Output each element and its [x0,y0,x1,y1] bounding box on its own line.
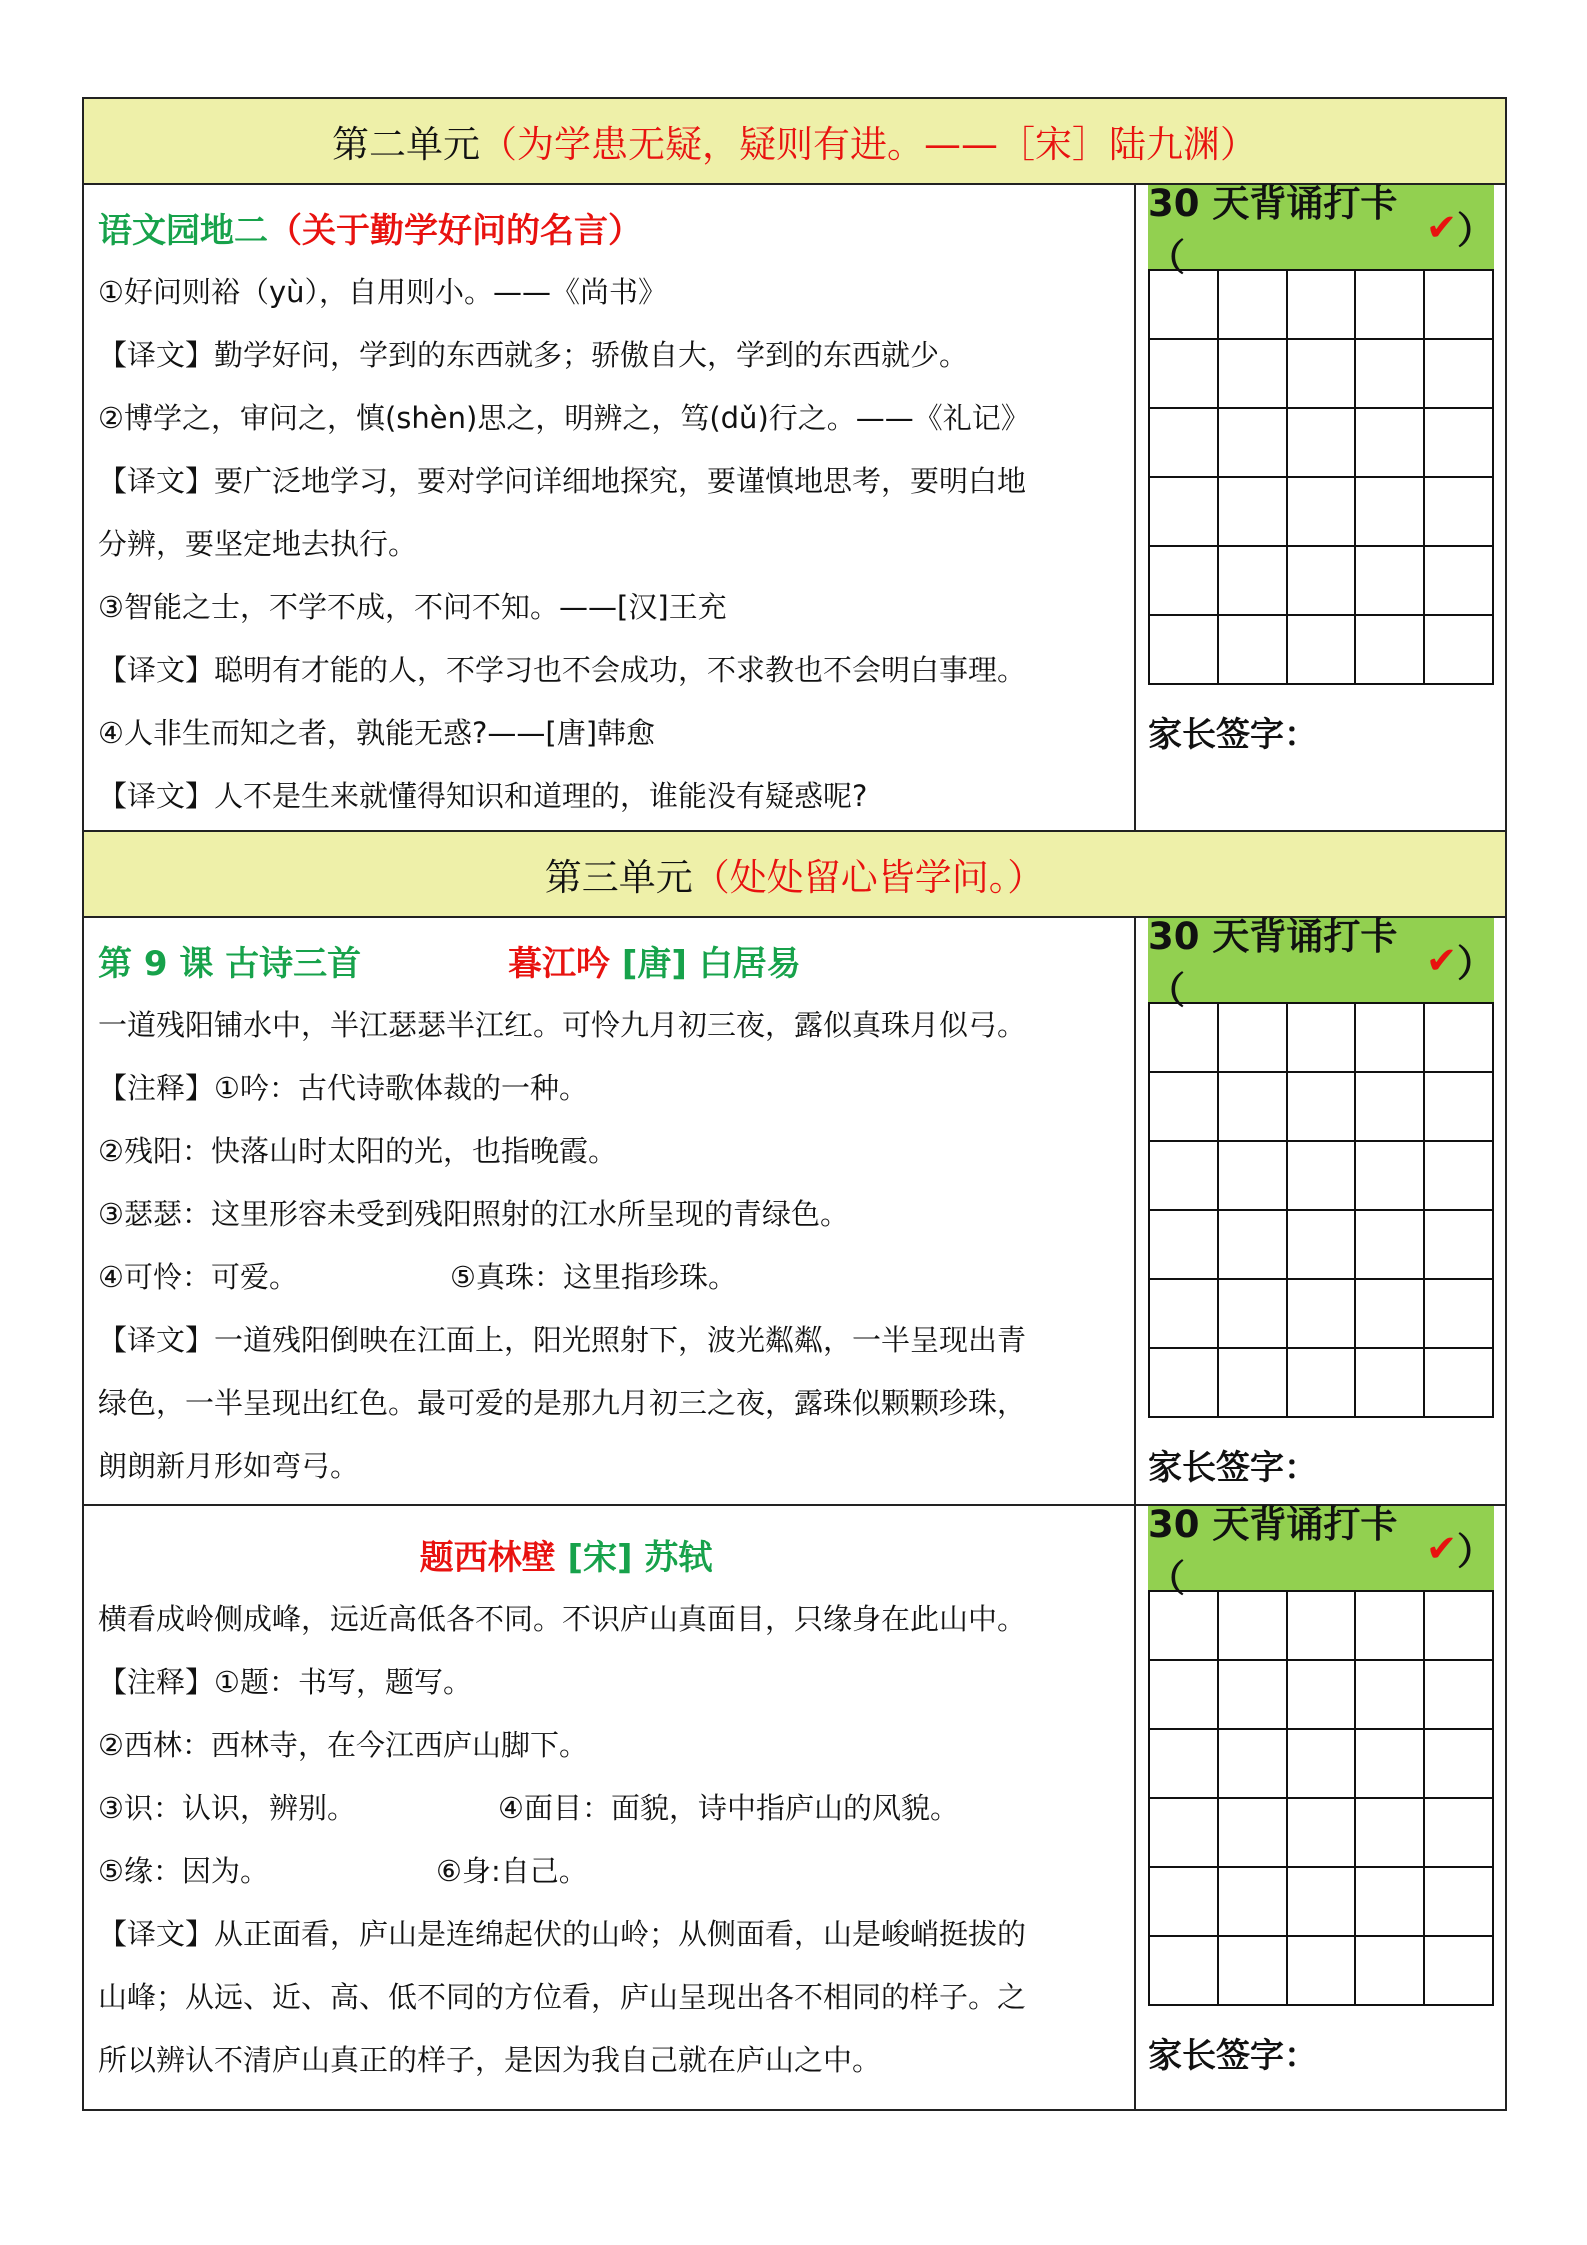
translation-line: 绿色，一半呈现出红色。最可爱的是那九月初三之夜，露珠似颗颗珍珠， [98,1386,1027,1420]
checkin-header [1148,1503,1494,1600]
note-line [98,1777,1134,1840]
note-line: ②西林：西林寺，在今江西庐山脚下。 [98,1728,588,1762]
checkin-cell[interactable] [1218,1936,1287,2005]
note-line [98,1246,1134,1309]
section-tixilinbi [84,1503,1505,2109]
translation-line: 朗朗新月形如弯弓。 [98,1449,360,1483]
checkin-close: ） [1457,942,1494,985]
section-content [84,918,1136,1504]
checkin-cell[interactable] [1424,339,1493,408]
checkin-cell[interactable] [1149,1798,1218,1867]
checkin-cell[interactable] [1149,1867,1218,1936]
checkin-cell[interactable] [1424,1867,1493,1936]
quote-line: ②博学之，审问之，慎(shèn)思之，明辨之，笃(dǔ)行之。——《礼记》 [98,401,1030,435]
checkin-cell[interactable] [1149,546,1218,615]
checkin-cell[interactable] [1218,1072,1287,1141]
translation-line: 【译文】聪明有才能的人，不学习也不会成功，不求教也不会明白事理。 [98,653,1027,687]
checkin-cell[interactable] [1218,339,1287,408]
note-line: ③瑟瑟：这里形容未受到残阳照射的江水所呈现的青绿色。 [98,1197,849,1231]
checkin-cell[interactable] [1287,1867,1356,1936]
poem-author: [宋] 苏轼 [567,1538,713,1578]
note-line: 【注释】①题：书写，题写。 [98,1665,472,1699]
checkin-cell[interactable] [1218,477,1287,546]
note-line: ②残阳：快落山时太阳的光，也指晚霞。 [98,1134,617,1168]
translation-line: 【译文】人不是生来就懂得知识和道理的，谁能没有疑惑呢? [98,779,868,813]
checkin-cell[interactable] [1218,408,1287,477]
translation-line: 山峰；从远、近、高、低不同的方位看，庐山呈现出各不相同的样子。之 [98,1980,1027,2014]
unit-2-label: 第二单元 [332,123,480,166]
checkin-cell[interactable] [1355,1798,1424,1867]
checkin-cell[interactable] [1355,339,1424,408]
translation-line: 【译文】一道残阳倒映在江面上，阳光照射下，波光粼粼，一半呈现出青 [98,1323,1027,1357]
note-item: ⑤真珠：这里指珍珠。 [450,1260,737,1294]
checkin-cell[interactable] [1149,1660,1218,1729]
checkin-cell[interactable] [1149,408,1218,477]
checkin-title: 30 天背诵打卡（ [1148,915,1398,1012]
checkin-cell[interactable] [1218,546,1287,615]
note-item: ④可怜：可爱。 [98,1260,298,1294]
poem-text: 横看成岭侧成峰，远近高低各不同。不识庐山真面目，只缘身在此山中。 [98,1602,1027,1636]
checkin-grid [1148,1590,1494,2006]
section-title [98,934,1134,994]
checkin-cell[interactable] [1149,1072,1218,1141]
checkin-cell[interactable] [1424,615,1493,684]
checkin-grid [1148,1002,1494,1418]
checkin-cell[interactable] [1287,1141,1356,1210]
checkin-cell[interactable] [1287,1729,1356,1798]
checkin-cell[interactable] [1424,1210,1493,1279]
checkin-cell[interactable] [1424,1591,1493,1660]
checkin-cell[interactable] [1355,1279,1424,1348]
checkin-cell[interactable] [1149,1279,1218,1348]
checkin-cell[interactable] [1424,1660,1493,1729]
checkin-cell[interactable] [1424,408,1493,477]
checkin-cell[interactable] [1355,546,1424,615]
checkin-cell[interactable] [1424,1141,1493,1210]
checkin-cell[interactable] [1424,270,1493,339]
parent-signature-label: 家长签字： [1148,715,1318,755]
note-item: ⑥身:自己。 [436,1854,588,1888]
poem-text: 一道残阳铺水中，半江瑟瑟半江红。可怜九月初三夜，露似真珠月似弓。 [98,1008,1027,1042]
checkin-cell[interactable] [1218,1348,1287,1417]
unit-2-quote: （为学患无疑，疑则有进。——［宋］陆九渊） [480,123,1257,166]
checkin-cell[interactable] [1287,1660,1356,1729]
section-content [84,1506,1136,2109]
checkin-cell[interactable] [1149,1936,1218,2005]
check-mark-icon: ✔ [1425,205,1457,249]
checkin-cell[interactable] [1287,1936,1356,2005]
checkin-cell[interactable] [1355,1141,1424,1210]
unit-3-quote: （处处留心皆学问。） [692,856,1045,899]
note-line [98,1840,1134,1903]
section-title [98,201,1134,261]
checkin-cell[interactable] [1218,1867,1287,1936]
checkin-header [1148,915,1494,1012]
note-item: ④面目：面貌，诗中指庐山的风貌。 [498,1791,959,1825]
note-item: ⑤缘：因为。 [98,1854,269,1888]
checkin-cell[interactable] [1355,1660,1424,1729]
checkin-cell[interactable] [1287,1210,1356,1279]
checkin-title: 30 天背诵打卡（ [1148,1503,1398,1600]
note-item: ③识：认识，辨别。 [98,1791,356,1825]
checkin-cell[interactable] [1287,615,1356,684]
translation-line: 所以辨认不清庐山真正的样子，是因为我自己就在庐山之中。 [98,2043,882,2077]
checkin-cell[interactable] [1287,1072,1356,1141]
note-line: 【注释】①吟：古代诗歌体裁的一种。 [98,1071,588,1105]
quote-line: ①好问则裕（yù），自用则小。——《尚书》 [98,275,668,309]
section-title [98,1528,1134,1588]
checkin-cell[interactable] [1149,339,1218,408]
checkin-cell[interactable] [1424,1279,1493,1348]
checkin-cell[interactable] [1149,1141,1218,1210]
checkin-cell[interactable] [1355,1729,1424,1798]
section-title-main: 语文园地二 [98,211,268,251]
checkin-cell[interactable] [1149,1348,1218,1417]
checkin-cell[interactable] [1355,1867,1424,1936]
translation-line: 【译文】从正面看，庐山是连绵起伏的山岭；从侧面看，山是峻峭挺拔的 [98,1917,1027,1951]
quote-line: ④人非生而知之者，孰能无惑?——[唐]韩愈 [98,716,656,750]
checkin-panel [1136,915,1505,1504]
checkin-cell[interactable] [1287,477,1356,546]
checkin-header [1148,182,1494,279]
lesson-title: 第 9 课 古诗三首 [98,944,362,984]
poem-author: [唐] 白居易 [621,944,801,984]
checkin-cell[interactable] [1287,546,1356,615]
check-mark-icon: ✔ [1425,1526,1457,1570]
checkin-panel [1136,1503,1505,2109]
checkin-cell[interactable] [1424,1348,1493,1417]
checkin-cell[interactable] [1355,615,1424,684]
poem-title: 题西林壁 [419,1538,556,1578]
checkin-cell[interactable] [1355,408,1424,477]
checkin-cell[interactable] [1424,546,1493,615]
checkin-cell[interactable] [1218,1798,1287,1867]
checkin-cell[interactable] [1355,1936,1424,2005]
checkin-cell[interactable] [1424,1729,1493,1798]
checkin-cell[interactable] [1424,1798,1493,1867]
checkin-title: 30 天背诵打卡（ [1148,182,1398,279]
parent-signature-label: 家长签字： [1148,2036,1318,2076]
checkin-cell[interactable] [1287,1279,1356,1348]
checkin-cell[interactable] [1218,1210,1287,1279]
checkin-cell[interactable] [1355,1210,1424,1279]
checkin-cell[interactable] [1149,1210,1218,1279]
checkin-cell[interactable] [1424,1936,1493,2005]
checkin-close: ） [1457,209,1494,252]
checkin-panel [1136,182,1505,830]
checkin-cell[interactable] [1218,1279,1287,1348]
poem-title: 暮江吟 [508,944,610,984]
checkin-cell[interactable] [1287,1798,1356,1867]
translation-line: 【译文】勤学好问，学到的东西就多；骄傲自大，学到的东西就少。 [98,338,969,372]
checkin-grid [1148,269,1494,685]
checkin-cell[interactable] [1218,1660,1287,1729]
checkin-cell[interactable] [1218,1141,1287,1210]
checkin-cell[interactable] [1424,1003,1493,1072]
section-content [84,185,1136,830]
checkin-cell[interactable] [1287,1348,1356,1417]
checkin-cell[interactable] [1149,477,1218,546]
recitation-sheet [82,97,1507,2111]
unit-3-label: 第三单元 [544,856,693,899]
checkin-cell[interactable] [1355,1348,1424,1417]
section-title-sub: （关于勤学好问的名言） [268,211,642,251]
checkin-cell[interactable] [1424,477,1493,546]
checkin-cell[interactable] [1355,1072,1424,1141]
checkin-close: ） [1457,1530,1494,1573]
translation-line: 分辨，要坚定地去执行。 [98,527,418,561]
checkin-cell[interactable] [1218,1729,1287,1798]
section-yuwen-yuandi-2 [84,182,1505,832]
quote-line: ③智能之士，不学不成，不问不知。——[汉]王充 [98,590,727,624]
check-mark-icon: ✔ [1425,938,1457,982]
checkin-cell[interactable] [1149,1729,1218,1798]
checkin-cell[interactable] [1355,477,1424,546]
checkin-cell[interactable] [1287,339,1356,408]
checkin-cell[interactable] [1287,408,1356,477]
checkin-cell[interactable] [1149,615,1218,684]
checkin-cell[interactable] [1424,1072,1493,1141]
translation-line: 【译文】要广泛地学习，要对学问详细地探究，要谨慎地思考，要明白地 [98,464,1027,498]
parent-signature-label: 家长签字： [1148,1448,1318,1488]
section-mujiangyin [84,915,1505,1506]
checkin-cell[interactable] [1218,615,1287,684]
